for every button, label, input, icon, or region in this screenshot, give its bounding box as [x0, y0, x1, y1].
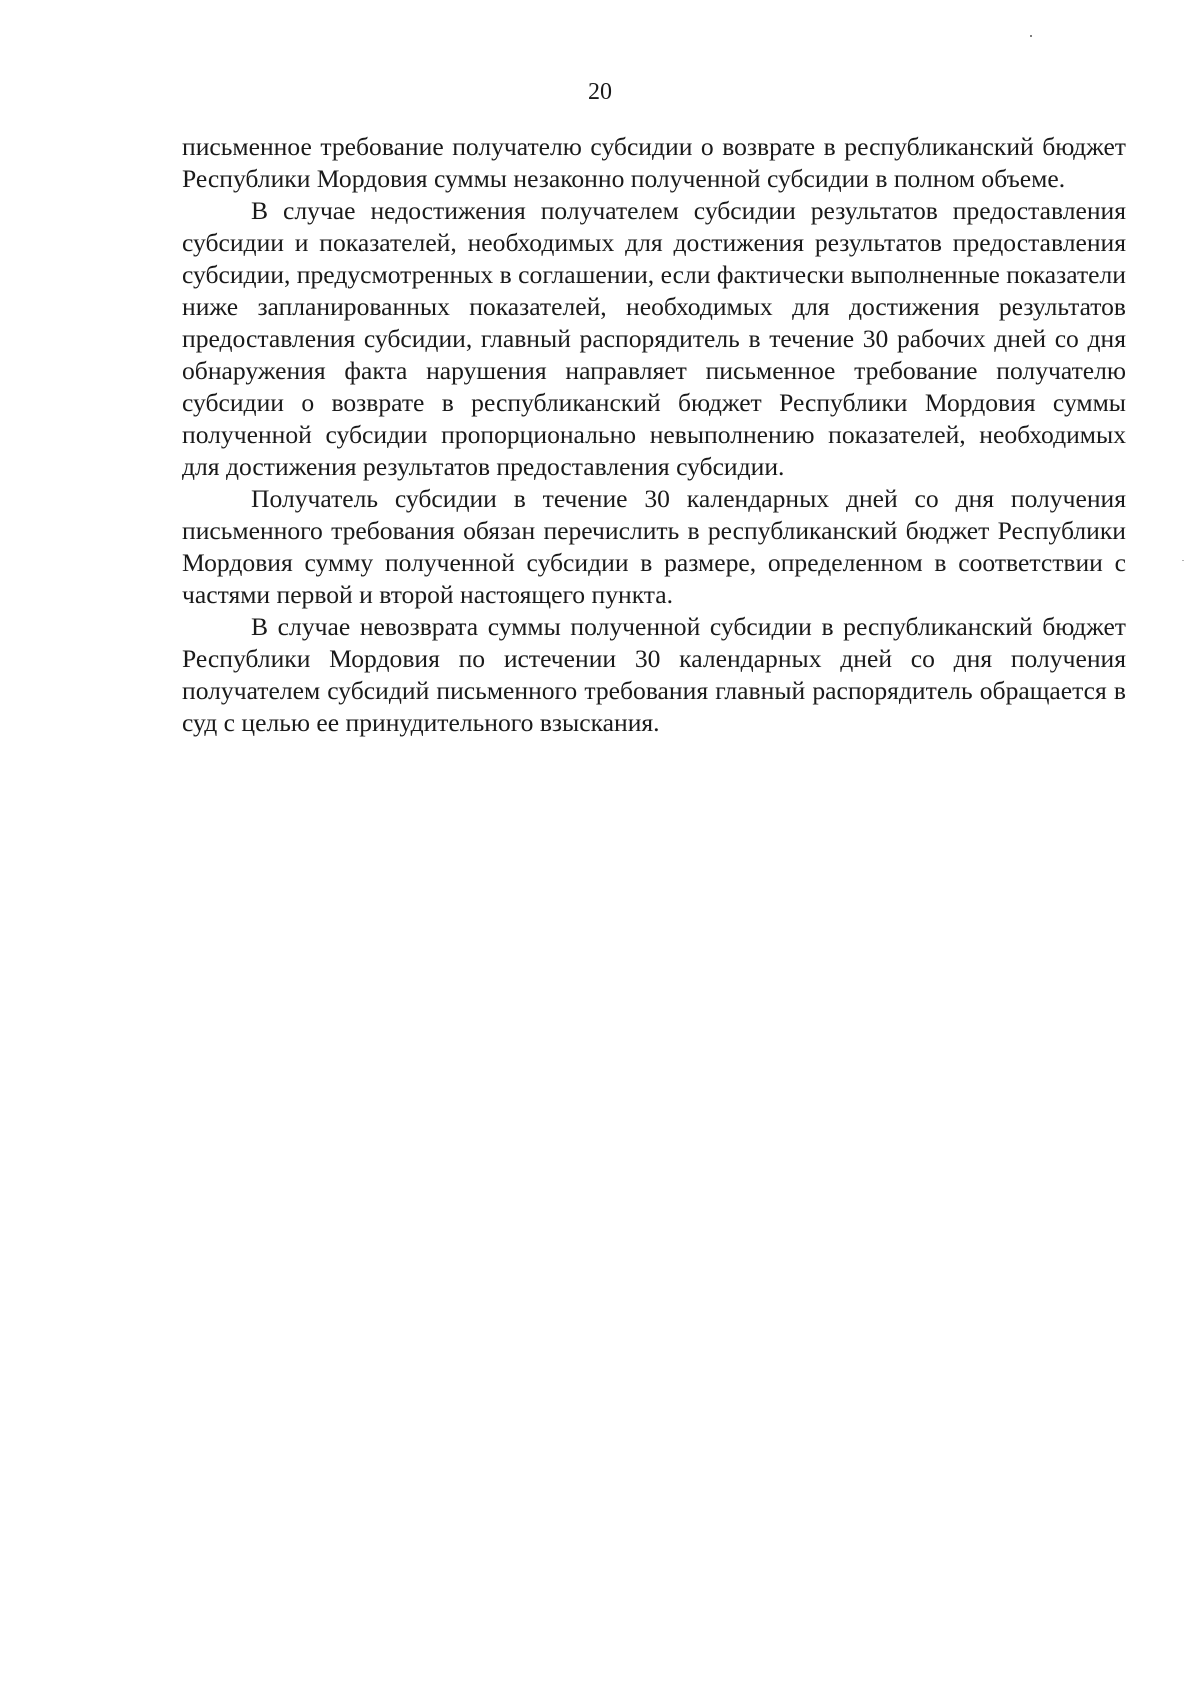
document-body [182, 131, 1126, 739]
paragraph-continuation: письменное требование получателю субсидии о возврате в республиканский бюджет Республики Мордовия суммы незаконно полученной субсидии в полном объеме. [182, 132, 1126, 193]
scan-speck [1182, 560, 1184, 561]
paragraph: Получатель субсидии в течение 30 календарных дней со дня получения письменного требования обязан перечислить в республиканский бюджет Республики Мордовия сумму полученной субсидии в размере, определенном в соответствии с частями первой и второй настоящего пункта. [182, 484, 1126, 609]
scan-speck [1030, 35, 1032, 37]
paragraph: В случае недостижения получателем субсидии результатов предоставления субсидии и показателей, необходимых для достижения результатов предоставления субсидии, предусмотренных в соглашении, если фактически выполненные показатели ниже запланированных показателей, необходимых для достижения результатов предоставления субсидии, главный распорядитель в течение 30 рабочих дней со дня обнаружения факта нарушения направляет письменное требование получателю субсидии о возврате в республиканский бюджет Республики Мордовия суммы полученной субсидии пропорционально невыполнению показателей, необходимых для достижения результатов предоставления субсидии. [182, 196, 1126, 481]
page-number: 20 [588, 79, 612, 105]
paragraph: В случае невозврата суммы полученной субсидии в республиканский бюджет Республики Мордовия по истечении 30 календарных дней со дня получения получателем субсидий письменного требования главный распорядитель обращается в суд с целью ее принудительного взыскания. [182, 612, 1126, 737]
